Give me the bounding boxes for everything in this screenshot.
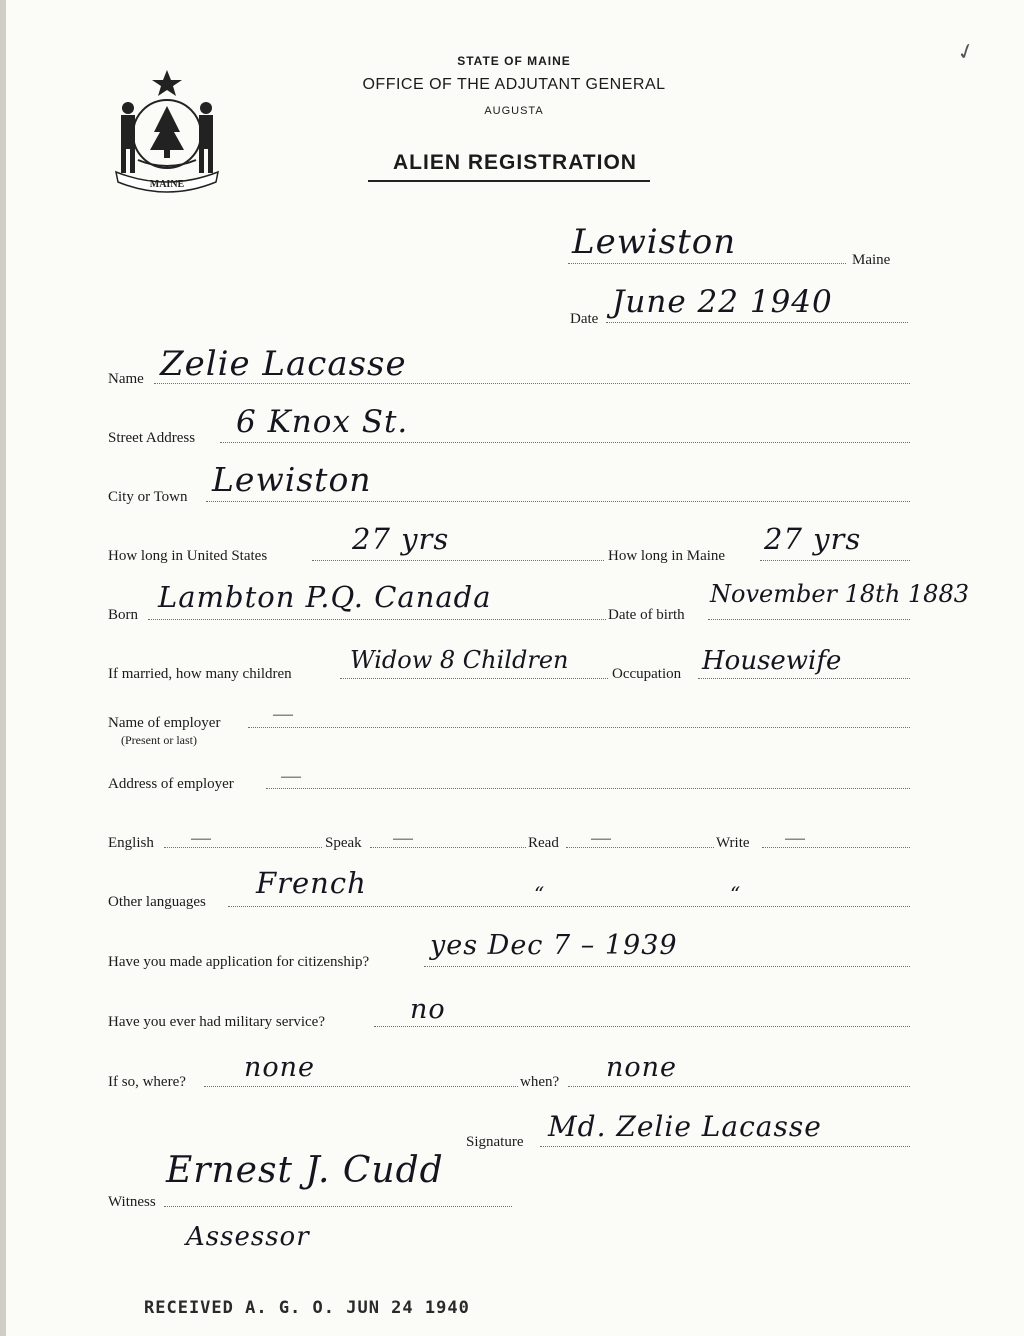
- years-maine-label: How long in Maine: [608, 548, 726, 564]
- date-line: [606, 322, 908, 323]
- born-value: Lambton P.Q. Canada: [158, 580, 492, 614]
- witness-label: Witness: [108, 1194, 156, 1210]
- citizenship-line: [424, 966, 910, 967]
- where-line: [204, 1086, 518, 1087]
- write-value: —: [784, 826, 807, 851]
- street-value: 6 Knox St.: [236, 404, 409, 440]
- street-label: Street Address: [108, 430, 196, 446]
- maine-label: Maine: [852, 252, 891, 268]
- when-value: none: [606, 1052, 678, 1083]
- employer-note: (Present or last): [121, 733, 197, 747]
- children-line: [340, 678, 608, 679]
- occupation-line: [698, 678, 910, 679]
- employer-address-line: [266, 788, 910, 789]
- write-label: Write: [716, 835, 750, 851]
- date-value: June 22 1940: [612, 284, 833, 320]
- header-state: STATE OF MAINE: [457, 54, 571, 68]
- header-office: OFFICE OF THE ADJUTANT GENERAL: [362, 76, 666, 93]
- received-stamp: RECEIVED A. G. O. JUN 24 1940: [144, 1298, 470, 1318]
- name-label: Name: [108, 371, 144, 387]
- other-languages-value: French: [256, 866, 367, 900]
- military-label: Have you ever had military service?: [108, 1014, 325, 1030]
- signature-value: Md. Zelie Lacasse: [548, 1110, 822, 1143]
- children-value: Widow 8 Children: [350, 646, 569, 674]
- place-line: [568, 263, 846, 264]
- witness-title: Assessor: [186, 1222, 310, 1252]
- years-us-label: How long in United States: [108, 548, 268, 564]
- employer-name-label: Name of employer: [108, 715, 221, 731]
- city-value: Lewiston: [212, 460, 372, 499]
- born-line: [148, 619, 606, 620]
- witness-signature: Ernest J. Cudd: [166, 1150, 444, 1191]
- ditto-mark: “: [730, 882, 742, 906]
- date-label: Date: [570, 311, 599, 327]
- occupation-label: Occupation: [612, 666, 682, 682]
- read-label: Read: [528, 835, 559, 851]
- occupation-value: Housewife: [702, 646, 842, 676]
- title-underline: [368, 180, 650, 182]
- employer-name-line: [248, 727, 910, 728]
- scan-edge: [0, 0, 6, 1336]
- years-us-line: [312, 560, 604, 561]
- when-line: [568, 1086, 910, 1087]
- city-label: City or Town: [108, 489, 188, 505]
- speak-value: —: [392, 826, 415, 851]
- years-maine-value: 27 yrs: [764, 522, 862, 556]
- signature-label: Signature: [466, 1134, 524, 1150]
- speak-label: Speak: [325, 835, 362, 851]
- street-line: [220, 442, 910, 443]
- military-line: [374, 1026, 910, 1027]
- ditto-mark: “: [534, 882, 546, 906]
- english-line: [164, 847, 322, 848]
- birth-date-value: November 18th 1883: [710, 580, 969, 608]
- when-label: when?: [520, 1074, 560, 1090]
- read-line: [566, 847, 714, 848]
- birth-date-label: Date of birth: [608, 607, 685, 623]
- employer-name-value: —: [272, 702, 295, 727]
- place-value: Lewiston: [572, 222, 737, 262]
- form-title: ALIEN REGISTRATION: [393, 151, 637, 174]
- military-value: no: [410, 994, 446, 1025]
- children-label: If married, how many children: [108, 666, 292, 682]
- english-label: English: [108, 835, 154, 851]
- witness-line: [164, 1206, 512, 1207]
- other-languages-line: [228, 906, 910, 907]
- signature-line: [540, 1146, 910, 1147]
- name-value: Zelie Lacasse: [160, 344, 407, 384]
- citizenship-label: Have you made application for citizenship?: [108, 954, 370, 970]
- other-languages-label: Other languages: [108, 894, 206, 910]
- citizenship-value: yes Dec 7 – 1939: [430, 930, 678, 961]
- where-label: If so, where?: [108, 1074, 186, 1090]
- seal-banner-text: MAINE: [149, 179, 185, 190]
- english-value: —: [190, 826, 213, 851]
- header-city: AUGUSTA: [484, 105, 544, 117]
- birth-date-line: [708, 619, 910, 620]
- employer-address-value: —: [280, 764, 303, 789]
- years-maine-line: [760, 560, 910, 561]
- employer-address-label: Address of employer: [108, 776, 234, 792]
- years-us-value: 27 yrs: [352, 522, 450, 556]
- read-value: —: [590, 826, 613, 851]
- where-value: none: [244, 1052, 316, 1083]
- check-mark-icon: ✓: [953, 37, 979, 68]
- born-label: Born: [108, 607, 138, 623]
- city-line: [206, 501, 910, 502]
